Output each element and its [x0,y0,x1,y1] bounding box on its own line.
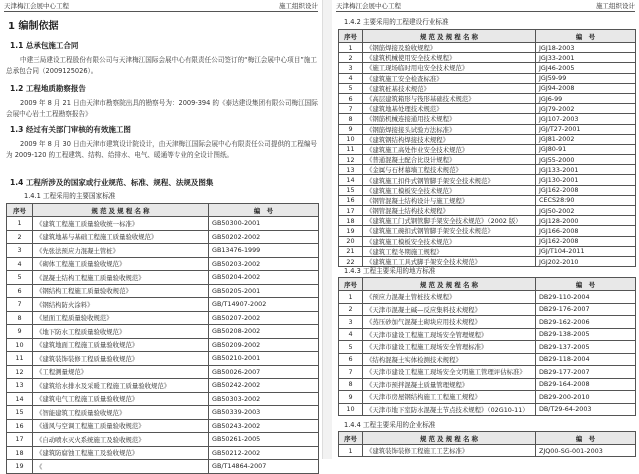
row-code: GB50242-2002 [209,379,319,393]
row-code: JGJ166-2008 [536,226,636,236]
row-seq: 5 [339,83,363,93]
row-code: GB50261-2005 [209,433,319,447]
table-row [7,406,319,420]
col-name: 规 范 及 规 程 名 称 [33,204,209,217]
row-name: 《建筑电气工程施工质量验收规范》 [33,392,209,406]
page-header [4,2,318,12]
row-name: 《通风与空调工程施工质量验收规范》 [33,419,209,433]
row-code: GB50209-2002 [209,338,319,352]
table-header-row [7,204,319,217]
row-seq: 1 [7,217,33,231]
table-row [339,236,636,246]
col-name: 规 范 及 规 程 名 称 [363,30,536,43]
row-seq: 9 [339,391,363,404]
table-row [7,325,319,339]
row-seq: 7 [339,104,363,114]
table-row [339,134,636,144]
row-code: JGJ/T27-2001 [536,124,636,134]
row-seq: 20 [339,236,363,246]
page-header [336,2,635,12]
row-code: JGJ128-2000 [536,216,636,226]
row-seq: 8 [339,378,363,391]
row-seq: 1 [339,43,363,53]
table-row [339,124,636,134]
table-row [7,284,319,298]
table-row [7,446,319,460]
table-header-row [339,30,636,43]
row-code: GB50339-2003 [209,406,319,420]
row-code: GB50207-2002 [209,311,319,325]
table-row [7,460,319,474]
row-name: 《天津市建设工程施工现场安全管理规程》 [363,328,536,341]
table-row [339,114,636,124]
header-right: 施工组织设计 [279,2,318,10]
row-code: JGJ107-2003 [536,114,636,124]
table-row [7,271,319,285]
table-row [7,365,319,379]
row-code: JGJ162-2008 [536,236,636,246]
row-seq: 6 [339,353,363,366]
section-title: 1 编制依据 [8,21,59,32]
table-row [339,316,636,329]
row-code: GB50203-2002 [209,257,319,271]
row-code: DB29-200-2010 [536,391,636,404]
table-row [339,206,636,216]
row-name: 《高层建筑箱形与筏形基础技术规范》 [363,93,536,103]
page-gap [323,0,332,459]
row-seq: 11 [7,352,33,366]
row-code: GB13476-1999 [209,244,319,258]
row-seq: 12 [7,365,33,379]
row-seq: 2 [339,53,363,63]
table-row [339,378,636,391]
row-name: 《建筑防腐蚀工程施工及验收规范》 [33,446,209,460]
s3-title: 1.3 经过有关部门审核的有效施工图 [10,125,131,134]
table-row [339,63,636,73]
row-name: 《建筑装饰装修工程施工工艺标准》 [363,445,536,457]
table-row [339,303,636,316]
row-seq: 5 [7,271,33,285]
s1-text: 中建三局建设工程股份有限公司与天津梅江国际会展中心有限责任公司签订的“梅江会展中心项目”施工总承包合同（2009125026）。 [6,56,317,75]
col-code: 编 号 [536,30,636,43]
row-code: JGJ162-2008 [536,185,636,195]
table-row [339,175,636,185]
row-code: GB50204-2002 [209,271,319,285]
table-row [7,379,319,393]
row-name: 《预应力混凝土管桩技术规程》 [363,291,536,304]
row-code: DB29-164-2008 [536,378,636,391]
table-row [7,433,319,447]
row-name: 《建筑施工高处作业安全技术规范》 [363,144,536,154]
header-left: 天津梅江会展中心工程 [336,2,401,10]
row-name: 《钢筋焊接接头试验方法标准》 [363,124,536,134]
row-code: GB50208-2002 [209,325,319,339]
row-name: 《天津市混凝土碱—反应集料技术规程》 [363,303,536,316]
table-row [339,155,636,165]
row-name: 《屋面工程质量验收规范》 [33,311,209,325]
row-code: JGJ130-2001 [536,175,636,185]
row-seq: 9 [339,124,363,134]
table-row [339,226,636,236]
row-code: GB50026-2007 [209,365,319,379]
table-row [7,244,319,258]
table-row [339,144,636,154]
row-name: 《钢管混凝土结构技术规程》 [363,206,536,216]
row-code: JGJ33-2001 [536,53,636,63]
table-row [7,257,319,271]
row-seq: 1 [339,445,363,457]
row-seq: 4 [7,257,33,271]
t2-caption: 1.4.2 主要采用的工程建设行业标准 [344,18,449,26]
row-name: 《钢筋机械连接通用技术规程》 [363,114,536,124]
row-name: 《砌体工程施工质量验收规范》 [33,257,209,271]
row-code: GB50210-2001 [209,352,319,366]
row-seq: 18 [7,446,33,460]
row-seq: 9 [7,325,33,339]
table-row [7,230,319,244]
row-name: 《建筑给水排水及采暖工程施工质量验收规范》 [33,379,209,393]
row-code: JGJ55-2000 [536,155,636,165]
table-row [7,311,319,325]
row-name: 《建筑机械使用安全技术规程》 [363,53,536,63]
row-seq: 16 [7,419,33,433]
row-code: DB29-138-2005 [536,328,636,341]
s2-title: 1.2 工程地质勘察报告 [10,84,86,93]
row-seq: 12 [339,155,363,165]
row-name: 《混凝土结构工程施工质量验收规范》 [33,271,209,285]
col-seq: 序号 [339,30,363,43]
row-name: 《蒸压砂加气混凝土砌块应用技术规程》 [363,316,536,329]
local-standards-table [338,277,636,416]
table-row [7,338,319,352]
table-row [339,403,636,416]
row-code: JGJ81-2002 [536,134,636,144]
table-row [339,43,636,53]
col-code: 编 号 [536,278,636,291]
header-left: 天津梅江会展中心工程 [4,2,69,10]
row-code: GB/T14907-2002 [209,298,319,312]
row-code: GB50205-2001 [209,284,319,298]
row-seq: 6 [7,284,33,298]
col-seq: 序号 [339,278,363,291]
row-seq: 8 [7,311,33,325]
table-row [339,185,636,195]
col-seq: 序号 [7,204,33,217]
row-name: 《钢筋焊接及验收规程》 [363,43,536,53]
row-seq: 7 [7,298,33,312]
row-code: GB50300-2001 [209,217,319,231]
row-code: ZJQ00-SG-001-2003 [536,445,636,457]
row-code: JGJ133-2001 [536,165,636,175]
row-seq: 2 [339,303,363,316]
row-seq: 17 [7,433,33,447]
row-seq: 1 [339,291,363,304]
row-seq: 15 [7,406,33,420]
row-name: 《地下防水工程质量验收规范》 [33,325,209,339]
row-seq: 3 [7,244,33,258]
s1-title: 1.1 总承包施工合同 [10,41,79,50]
col-code: 编 号 [536,432,636,445]
row-code: DB29-118-2004 [536,353,636,366]
row-seq: 7 [339,366,363,379]
row-code: JGJ50-2002 [536,206,636,216]
row-seq: 8 [339,114,363,124]
row-code: JGJ59-99 [536,73,636,83]
row-seq: 6 [339,93,363,103]
row-seq: 19 [7,460,33,474]
row-code: JGJ/T104-2011 [536,246,636,256]
table-row [339,353,636,366]
right-page [332,0,639,459]
col-name: 规 范 及 规 程 名 称 [363,432,536,445]
table-row [339,391,636,404]
row-seq: 4 [339,328,363,341]
row-seq: 22 [339,256,363,266]
table-row [339,53,636,63]
table-row [339,341,636,354]
row-seq: 15 [339,185,363,195]
row-name: 《建筑钢结构焊接技术规程》 [363,134,536,144]
table-header-row [339,278,636,291]
row-seq: 19 [339,226,363,236]
row-name: 《建筑地面工程施工质量验收规范》 [33,338,209,352]
row-name: 《天津市房屋钢结构施工工程施工规程》 [363,391,536,404]
row-code: JGJ80-91 [536,144,636,154]
industry-standards-table [338,29,636,267]
row-name: 《智能建筑工程质量验收规范》 [33,406,209,420]
t3-caption: 1.4.3 工程主要采用的地方标准 [344,267,436,275]
row-name: 《建筑装饰装修工程质量验收规范》 [33,352,209,366]
table-row [7,392,319,406]
table-row [339,445,636,457]
table-row [7,298,319,312]
row-code: GB50202-2002 [209,230,319,244]
table-row [339,93,636,103]
row-seq: 17 [339,206,363,216]
row-seq: 10 [339,134,363,144]
table-row [339,195,636,205]
row-code: JGJ6-99 [536,93,636,103]
table-caption: 1.4.1 工程采用的主要国家标准 [24,192,116,200]
row-name: 《结构混凝土实体检测技术规程》 [363,353,536,366]
row-name: 《钢结构工程施工质量验收规范》 [33,284,209,298]
table-row [339,104,636,114]
row-name: 《钢结构防火涂料》 [33,298,209,312]
row-name: 《建筑地基处理技术规范》 [363,104,536,114]
table-row [7,217,319,231]
table-row [339,328,636,341]
row-seq: 13 [7,379,33,393]
row-name: 《建筑工程施工质量验收统一标准》 [33,217,209,231]
row-code: GB50243-2002 [209,419,319,433]
row-seq: 18 [339,216,363,226]
row-name: 《建筑地基与基础工程施工质量验收规范》 [33,230,209,244]
national-standards-table [6,203,319,474]
header-right: 施工组织设计 [596,2,635,10]
row-code: DB/T29-64-2003 [536,403,636,416]
row-seq: 4 [339,73,363,83]
table-row [339,73,636,83]
row-name: 《自动喷水灭火系统施工及验收规范》 [33,433,209,447]
row-seq: 3 [339,316,363,329]
row-seq: 2 [7,230,33,244]
row-name: 《天津市建设工程施工现场安全管理标准》 [363,341,536,354]
col-seq: 序号 [339,432,363,445]
enterprise-standards-table [338,431,636,457]
row-code: GB50212-2002 [209,446,319,460]
table-row [339,83,636,93]
row-name: 《天津市地下室防水混凝土节点技术规程》（02G10-11） [363,403,536,416]
row-name: 《建筑施工工具式脚手架安全技术规范》 [363,256,536,266]
table-row [339,246,636,256]
row-name: 《普通混凝土配合比设计规程》 [363,155,536,165]
s3-text: 2009 年 8 月 30 日由天津市建筑设计院设计，由天津梅江国际会展中心有限责任公司提供的工程编号为 2009-120 的工程建筑、结构、给排水、电气、暖通等专业的全设计图纸。 [6,140,318,159]
table-row [7,419,319,433]
row-name: 《钢管混凝土结构设计与施工规程》 [363,195,536,205]
s4-title: 1.4 工程所涉及的国家或行业规范、标准、规程、法规及图集 [10,178,214,187]
table-row [339,291,636,304]
row-code: DB29-110-2004 [536,291,636,304]
row-seq: 21 [339,246,363,256]
row-seq: 5 [339,341,363,354]
row-code: DB29-176-2007 [536,303,636,316]
row-name: 《建筑施工安全检查标准》 [363,73,536,83]
row-name: 《工程测量规范》 [33,365,209,379]
table-row [339,165,636,175]
row-code: GB50303-2002 [209,392,319,406]
t4-caption: 1.4.4 工程主要采用的企业标准 [344,421,436,429]
row-seq: 13 [339,165,363,175]
row-name: 《建筑工程冬期施工规程》 [363,246,536,256]
row-seq: 14 [7,392,33,406]
row-name: 《先张法预应力混凝土管桩》 [33,244,209,258]
row-name: 《天津市建设工程施工现场安全文明施工管理评估标准》 [363,366,536,379]
row-name: 《建筑施工碗扣式钢管脚手架安全技术规范》 [363,226,536,236]
table-row [7,352,319,366]
row-name: 《天津市预拌混凝土质量管理规程》 [363,378,536,391]
row-name: 《建筑施工模板安全技术规范》 [363,185,536,195]
row-seq: 10 [339,403,363,416]
row-code: JGJ79-2002 [536,104,636,114]
row-name: 《施工现场临时用电安全技术规范》 [363,63,536,73]
table-row [339,366,636,379]
row-seq: 16 [339,195,363,205]
row-seq: 3 [339,63,363,73]
row-name: 《建筑施工门式钢管脚手架安全技术规范》（2002 版） [363,216,536,226]
row-name: 《建筑桩基技术规范》 [363,83,536,93]
row-code: DB29-137-2005 [536,341,636,354]
row-name: 《建筑施工模板安全技术规范》 [363,236,536,246]
row-code: DB29-177-2007 [536,366,636,379]
row-code: GB/T14864-2007 [209,460,319,474]
row-code: JGJ94-2008 [536,83,636,93]
row-code: JGJ18-2003 [536,43,636,53]
row-code: JGJ202-2010 [536,256,636,266]
row-seq: 10 [7,338,33,352]
row-code: JGJ46-2005 [536,63,636,73]
row-code: CECS28:90 [536,195,636,205]
row-name: 《金属与石材幕墙工程技术规范》 [363,165,536,175]
row-code: DB29-162-2006 [536,316,636,329]
table-header-row [339,432,636,445]
s2-text: 2009 年 8 月 21 日由天津市勘察院出具的勘察号为：2009-394 的《泰达建设集团有限公司梅江国际会展中心岩土工程勘察报告》 [6,99,318,118]
row-seq: 14 [339,175,363,185]
col-name: 规 范 及 规 程 名 称 [363,278,536,291]
row-name: 《建筑施工扣件式钢管脚手架安全技术规范》 [363,175,536,185]
row-seq: 11 [339,144,363,154]
row-name: 《 [33,460,209,474]
table-row [339,216,636,226]
col-code: 编 号 [209,204,319,217]
